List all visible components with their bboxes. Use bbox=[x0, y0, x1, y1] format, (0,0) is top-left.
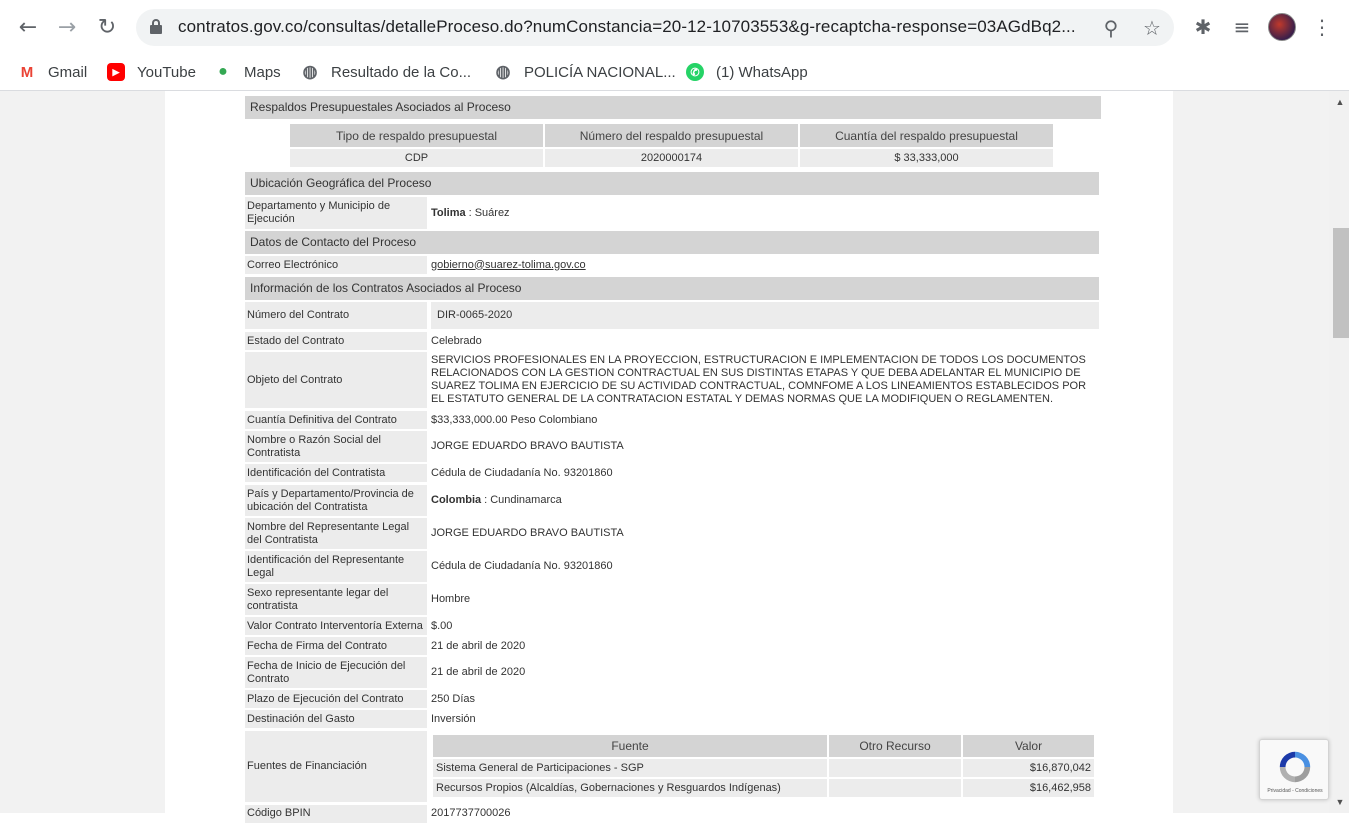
location-value bbox=[431, 197, 1099, 229]
legal-rep-sex-label: Sexo representante legar del contratista bbox=[245, 584, 427, 615]
contract-object-value: SERVICIOS PROFESIONALES EN LA PROYECCION, ESTRUCTURACION E IMPLEMENTACION DE TODOS LOS DOCUMENTOS RELACIONADOS CON LA GESTION CONTRACTUAL EN SUS DISTINTAS ETAPAS Y QUE DEBA ADELANTAR EL MUNICIPIO DE SUAREZ TOLIMA EN EJERCICIO DE SU ACTIVIDAD CONTRACTUAL, COMNFOME A LOS LINEAMIENTOS ESTABLECIDOS POR EL ESTATUTO GENERAL DE LA CONTRATACION ESTATAL Y DEMAS NORMAS QUE LA MODIFIQUEN O REGLAMENTEN. bbox=[431, 354, 1087, 405]
contract-amount-label: Cuantía Definitiva del Contrato bbox=[245, 411, 427, 429]
email-link[interactable]: gobierno@suarez-tolima.gov.co bbox=[431, 258, 586, 271]
url-text[interactable]: contratos.gov.co/consultas/detalleProceso.do?numConstancia=20-12-10703553&g-recaptcha-response=03AGdBq2... bbox=[178, 17, 1076, 36]
contract-amount-value: $33,333,000.00 Peso Colombiano bbox=[431, 413, 598, 426]
legal-rep-value: JORGE EDUARDO BRAVO BAUTISTA bbox=[431, 527, 624, 539]
funding-sources-label: Fuentes de Financiación bbox=[245, 731, 427, 802]
menu-icon[interactable]: ⋮ bbox=[1312, 15, 1332, 39]
contract-status-value: Celebrado bbox=[431, 334, 482, 347]
contract-object-label: Objeto del Contrato bbox=[245, 352, 427, 408]
contractor-name-value: JORGE EDUARDO BRAVO BAUTISTA bbox=[431, 440, 624, 452]
forward-icon[interactable]: → bbox=[57, 14, 77, 40]
signature-date-value: 21 de abril de 2020 bbox=[431, 639, 526, 652]
bookmark-label: Gmail bbox=[48, 63, 88, 81]
contractor-country: Colombia bbox=[431, 494, 482, 506]
legal-rep-id-value: Cédula de Ciudadanía No. 93201860 bbox=[431, 560, 613, 572]
bookmark-gmail[interactable] bbox=[18, 59, 87, 85]
oversight-value: $.00 bbox=[431, 619, 453, 632]
legal-rep-sex-value: Hombre bbox=[431, 593, 471, 605]
youtube-icon: ▶ bbox=[107, 63, 125, 81]
budget-cell-number: 2020000174 bbox=[545, 149, 798, 167]
expense-destination-label: Destinación del Gasto bbox=[245, 710, 427, 728]
term-value: 250 Días bbox=[431, 692, 476, 705]
star-icon[interactable]: ☆ bbox=[1143, 16, 1161, 40]
budget-header-amount: Cuantía del respaldo presupuestal bbox=[800, 124, 1053, 147]
email-label: Correo Electrónico bbox=[245, 256, 427, 274]
budget-header-number: Número del respaldo presupuestal bbox=[545, 124, 798, 147]
section-contact-title: Datos de Contacto del Proceso bbox=[245, 231, 1099, 254]
gmail-icon: M bbox=[18, 63, 36, 81]
extensions-icon[interactable]: ✱ bbox=[1194, 15, 1212, 39]
globe-icon: ◍ bbox=[495, 62, 511, 81]
budget-header-type: Tipo de respaldo presupuestal bbox=[290, 124, 543, 147]
bpin-value: 2017737700026 bbox=[431, 807, 511, 819]
contract-number-value: DIR-0065-2020 bbox=[431, 302, 1099, 329]
bookmark-whatsapp[interactable] bbox=[686, 59, 808, 85]
scroll-thumb[interactable] bbox=[1333, 228, 1349, 338]
location-city: Suárez bbox=[474, 206, 510, 219]
profile-avatar[interactable] bbox=[1268, 13, 1296, 41]
scroll-down-icon[interactable]: ▼ bbox=[1335, 797, 1345, 807]
contract-number-label: Número del Contrato bbox=[245, 302, 427, 329]
legal-rep-label: Nombre del Representante Legal del Contratista bbox=[245, 518, 427, 549]
bpin-label: Código BPIN bbox=[245, 805, 427, 823]
scroll-up-icon[interactable]: ▲ bbox=[1335, 97, 1345, 107]
funding-header-other: Otro Recurso bbox=[829, 735, 961, 757]
funding-row-value: $16,462,958 bbox=[963, 779, 1094, 797]
contract-status-label: Estado del Contrato bbox=[245, 332, 427, 350]
recaptcha-footer[interactable]: Privacidad - Condiciones bbox=[1267, 788, 1323, 794]
scrollbar[interactable] bbox=[1329, 91, 1349, 813]
funding-row-other bbox=[829, 779, 961, 797]
globe-icon: ◍ bbox=[302, 62, 318, 81]
term-label: Plazo de Ejecución del Contrato bbox=[245, 690, 427, 708]
location-sep: : bbox=[468, 206, 472, 219]
maps-pin-icon: ● bbox=[214, 63, 232, 81]
section-budget-title: Respaldos Presupuestales Asociados al Proceso bbox=[245, 96, 1101, 119]
funding-row-other bbox=[829, 759, 961, 777]
budget-cell-type: CDP bbox=[290, 149, 543, 167]
signature-date-label: Fecha de Firma del Contrato bbox=[245, 637, 427, 655]
expense-destination-value: Inversión bbox=[431, 712, 476, 725]
funding-row-source: Sistema General de Participaciones - SGP bbox=[433, 759, 827, 777]
contractor-country-value bbox=[431, 485, 1099, 516]
media-control-icon[interactable]: ≡ bbox=[1233, 15, 1251, 39]
funding-header-value: Valor bbox=[963, 735, 1094, 757]
address-bar[interactable] bbox=[136, 9, 1174, 46]
location-dept: Tolima bbox=[431, 206, 466, 219]
contractor-name-label: Nombre o Razón Social del Contratista bbox=[245, 431, 427, 462]
contractor-id-value: Cédula de Ciudadanía No. 93201860 bbox=[431, 466, 613, 479]
legal-rep-id-label: Identificación del Representante Legal bbox=[245, 551, 427, 582]
location-label: Departamento y Municipio de Ejecución bbox=[245, 197, 427, 229]
reload-icon[interactable]: ↻ bbox=[97, 14, 117, 40]
browser-toolbar bbox=[0, 0, 1349, 54]
oversight-value-label: Valor Contrato Interventoría Externa bbox=[245, 617, 427, 635]
contractor-id-label: Identificación del Contratista bbox=[245, 464, 427, 482]
funding-header-source: Fuente bbox=[433, 735, 827, 757]
bookmark-label: Maps bbox=[244, 63, 281, 81]
bookmark-label: POLICÍA NACIONAL... bbox=[524, 63, 676, 81]
start-date-label: Fecha de Inicio de Ejecución del Contrato bbox=[245, 657, 427, 688]
browser-chrome bbox=[0, 0, 1349, 91]
funding-row-source: Recursos Propios (Alcaldías, Gobernaciones y Resguardos Indígenas) bbox=[433, 779, 827, 797]
contractor-country-label: País y Departamento/Provincia de ubicación del Contratista bbox=[245, 485, 427, 516]
start-date-value: 21 de abril de 2020 bbox=[431, 666, 526, 678]
bookmark-maps[interactable] bbox=[214, 59, 281, 85]
recaptcha-icon bbox=[1276, 748, 1314, 786]
bookmark-label: YouTube bbox=[137, 63, 196, 81]
bookmark-label: (1) WhatsApp bbox=[716, 63, 808, 81]
bookmark-youtube[interactable] bbox=[107, 59, 196, 85]
zoom-icon[interactable]: ⚲ bbox=[1103, 16, 1119, 40]
recaptcha-badge[interactable] bbox=[1259, 739, 1329, 800]
bookmarks-bar bbox=[0, 54, 1349, 90]
bookmark-resultado[interactable] bbox=[301, 59, 471, 85]
bookmark-policia[interactable] bbox=[494, 59, 676, 85]
lock-icon[interactable] bbox=[150, 19, 162, 35]
budget-cell-amount: $ 33,333,000 bbox=[800, 149, 1053, 167]
back-icon[interactable]: ← bbox=[18, 14, 38, 40]
section-contracts-title: Información de los Contratos Asociados al Proceso bbox=[245, 277, 1099, 300]
bookmark-label: Resultado de la Co... bbox=[331, 63, 472, 81]
contractor-dept: Cundinamarca bbox=[490, 494, 562, 506]
contractor-country-sep: : bbox=[484, 494, 488, 506]
section-location-title: Ubicación Geográfica del Proceso bbox=[245, 172, 1099, 195]
funding-row-value: $16,870,042 bbox=[963, 759, 1094, 777]
whatsapp-icon: ✆ bbox=[686, 63, 704, 81]
